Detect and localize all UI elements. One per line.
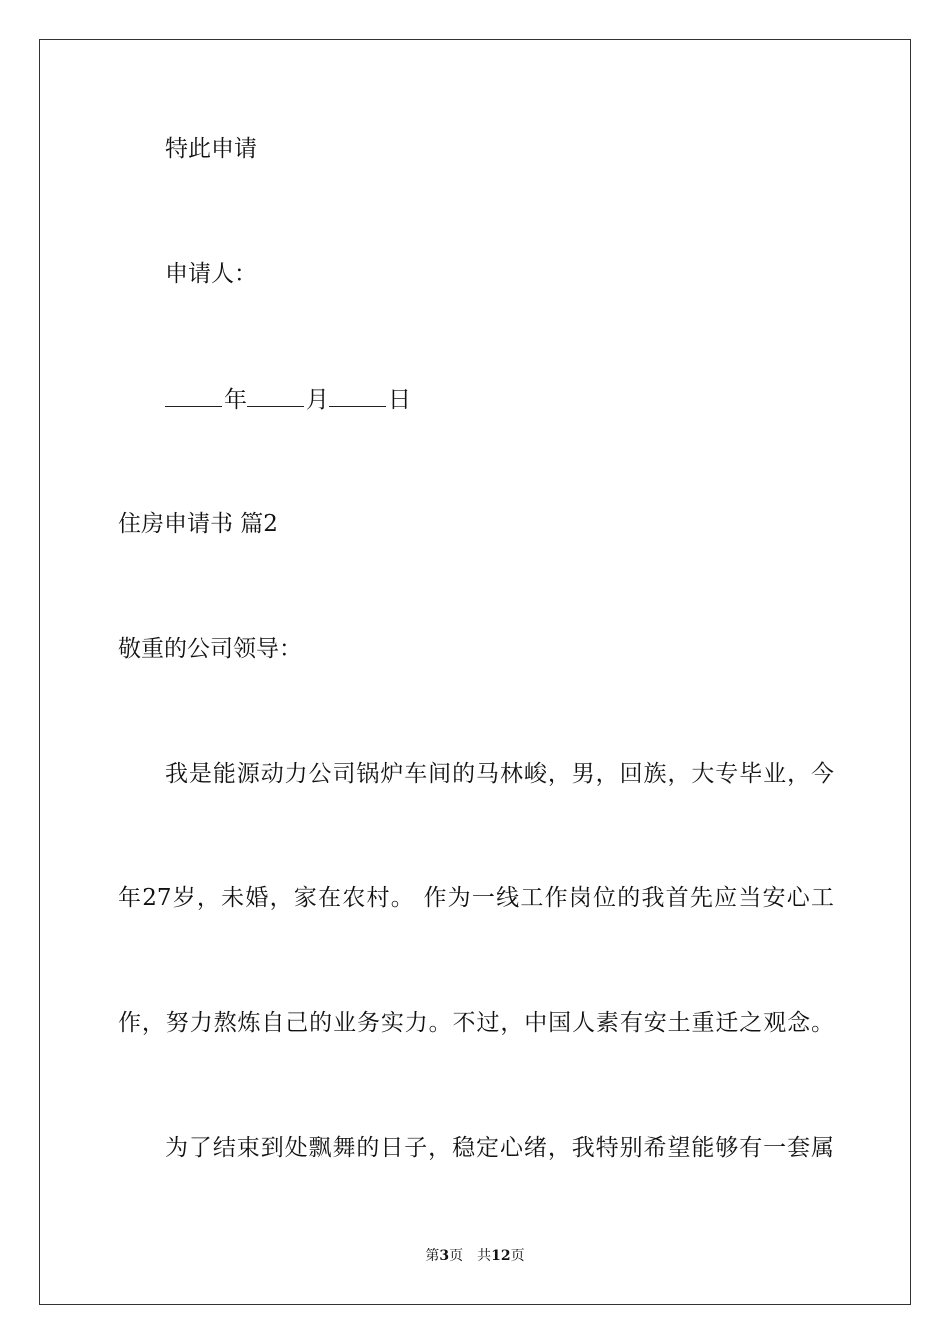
day-label: 日 [388, 387, 411, 413]
paragraph-line: 我是能源动力公司锅炉车间的马林峻，男，回族，大专毕业，今 [165, 761, 834, 787]
month-label: 月 [306, 387, 329, 413]
section-title: 住房申请书 篇2 [118, 511, 278, 537]
page-footer [0, 1247, 950, 1265]
year-blank [165, 384, 222, 407]
footer-page-suffix: 页 [449, 1248, 464, 1264]
year-label: 年 [224, 387, 247, 413]
footer-total-prefix: 共 [477, 1248, 492, 1264]
month-blank [247, 384, 304, 407]
footer-page-number: 3 [439, 1248, 450, 1264]
footer-total-pages: 12 [491, 1248, 511, 1264]
applicant-line: 申请人： [165, 261, 257, 287]
paragraph-line: 年27岁，未婚，家在农村。 作为一线工作岗位的我首先应当安心工 [118, 885, 834, 911]
closing-line: 特此申请 [165, 136, 257, 162]
paragraph-line: 作，努力熬炼自己的业务实力。不过，中国人素有安土重迁之观念。 [118, 1010, 834, 1036]
paragraph-line: 为了结束到处飘舞的日子，稳定心绪，我特别希望能够有一套属 [165, 1135, 834, 1161]
salutation: 敬重的公司领导： [118, 636, 302, 662]
footer-prefix: 第 [425, 1248, 440, 1264]
footer-total-suffix: 页 [510, 1248, 525, 1264]
day-blank [329, 384, 386, 407]
date-line [165, 384, 411, 415]
page-border [39, 39, 911, 1305]
